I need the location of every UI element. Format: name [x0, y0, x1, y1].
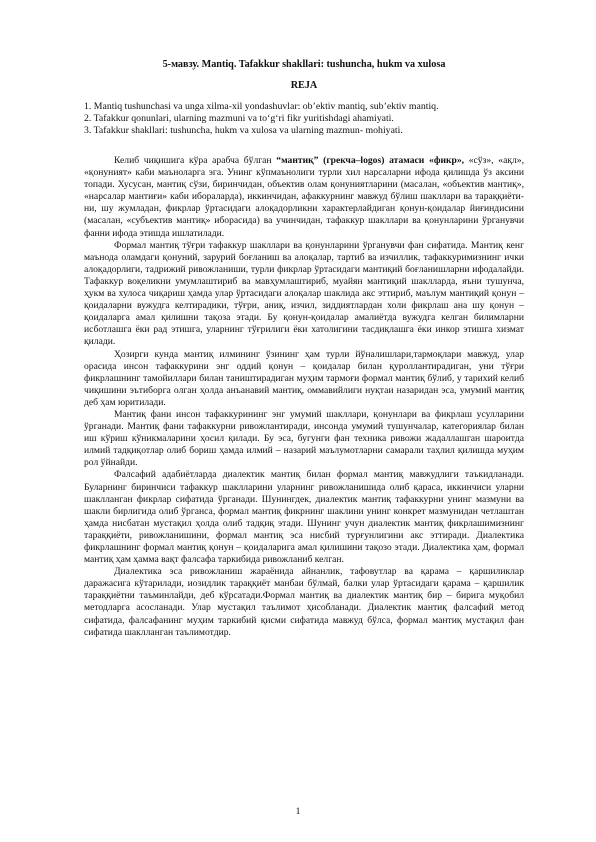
paragraph: Диалектика эса ривожланиш жараёнида айнанлик, тафовутлар ва қарама – қаршиликлар даражасига кўтарилади, иозидлик тараққиёт манбаи бўлмай, балки улар ўртасидаги қарама – қаршилик тараққиётни таъминлайди, деб кўрсатади.Формал мантиқ ва диалектик мантиқ бир – бирига муқобил методларга асосланади. Улар мустақил таълимот ҳисобланади. Диалектик мантиқ фалсафий метод сифатида, фалсафанинг муҳим таркибий қисми сифатида мавжуд бўлса, формал мантиқ мустақил фан сифатида шаклланган таълимотдир.	[84, 566, 524, 638]
plan-list	[84, 101, 524, 137]
paragraph-rest: «сўз», «ақл», «қонуният» каби маъноларга эга. Унинг кўпмаънолиги турли хил нарсаларни ифода қилишда ўз аксини топади. Хусусан, мантиқ сўзи, биринчидан, объектив олам қонуниятларини (масалан, «объектив мантиқ», «нарсалар мантиғи» каби ибораларда), иккинчидан, афаккурнинг мавжуд бўлиш шакллари ва тараққиётини, шу жумладан, фикрлар ўртасидаги алоқадорликни характерлайдиган қонун-қоидалар йиғиндисини (масалан, «субъектив мантиқ» иборасида) ва учинчидан, тафаккур шакллари ва қонунларини ўрганувчи фанни ифода этишда ишлатилади.	[84, 155, 524, 239]
paragraph-bold-term: “мантиқ” (грекча–logos) атамаси «фикр»,	[276, 155, 465, 166]
paragraph-lead: Келиб чиқишига кўра арабча бўлган	[114, 155, 277, 166]
plan-item: 3. Tafakkur shakllari: tushuncha, hukm va xulosa va ularning mazmun- mohiyati.	[84, 125, 403, 136]
document-page	[84, 58, 524, 639]
paragraph: Мантиқ фани инсон тафаккурининг энг умумий шакллари, қонунлари ва фикрлаш усулларини ўрганади. Мантиқ фани тафаккурни ривожлантиради, инсонда умумий тушунчалар, категориялар билан иш кўриш кўникмаларини ҳосил қилади. Бу эса, бугунги фан техника ривожи жадаллашган шароитда илмий тадқиқотлар олиб бориш ҳамда илмий – назарий маълумотларни самарали таҳлил қилишда муҳим рол ўйнайди.	[84, 408, 524, 469]
plan-item: 1. Mantiq tushunchasi va unga xilma-xil yondashuvlar: ob’ektiv mantiq, sub’ektiv mantiq.	[84, 101, 439, 112]
paragraph: Фалсафий адабиётларда диалектик мантиқ билан формал мантиқ мавжудлиги таъкидланади. Буларнинг биринчиси тафаккур шаклларини уларнинг ривожланишида олиб қараса, иккинчиси уларни шаклланган фикрлар сифатида ўрганади. Шунингдек, диалектик мантиқ тафаккурни унинг мазмуни ва шакли бирлигида олиб ўрганса, формал мантиқ фикрнинг шаклини унинг конкрет мазмунидан четлаштан ҳамда нисбатан мустақил ҳолда олиб тадқиқ этади. Шунинг учун диалектик мантиқ фикрлашимизнинг тараққиёти, ривожланишини, формал мантиқ эса нисбий турғунлигини акс эттиради. Диалектика фикрлашнинг формал мантиқ қонун – қоидаларига амал қилишини тақозо этади. Диалектика ҳам, формал мантиқ ҳам ҳамма вақт фалсафа таркибида ривожланиб келган.	[84, 469, 524, 566]
plan-item: 2. Tafakkur qonunlari, ularning mazmuni va to‘g‘ri fikr yuritishdagi ahamiyati.	[84, 113, 394, 124]
body-text	[84, 155, 524, 639]
paragraph: Формал мантиқ тўғри тафаккур шакллари ва қонунларини ўрганувчи фан сифатида. Мантиқ кенг маънода оламдаги қонуний, зарурий боғланиш ва алоқалар, тартиб ва изчиллик, тафаккуримизнинг ички алоқадорлиги, тадрижий ривожланиши, турли фикрлар ўртасидаги мантиқий боғланишларни ифодалайди. Тафаккур воқеликни умумлаштириб ва мавҳумлаштириб, муайян мантиқий шаклларда, яъни тушунча, ҳукм ва хулоса чиқариш ҳамда улар ўртасидаги алоқалар шаклида акс эттириб, маълум мантиқий қонун – қоидаларни вужудга келтирадики, тўғри, аниқ, изчил, зиддиятлардан холи фикрлаш ана шу қонун – қоидаларга амал қилишни тақоза этади. Бу қонун-қоидалар амалиётда вужудга келган билимларни исботлашга ёки рад этишга, уларнинг тўғрилиги ёки хатолигини тасдиқлашга ёки инкор этишга хизмат қилади.	[84, 239, 524, 348]
document-title: 5-мавзу. Mantiq. Tafakkur shakllari: tushuncha, hukm va xulosa	[162, 59, 446, 70]
page-number: 1	[295, 806, 301, 817]
paragraph	[84, 155, 524, 240]
plan-heading: REJA	[290, 80, 318, 91]
paragraph: Ҳозирги кунда мантиқ илмининг ўзининг ҳам турли йўналишлари,тармоқлари мавжуд, улар орасида инсон тафаккурини энг оддий қонун – қоидалар билан қуроллантирадиган, уни тўғри фикрлашнинг тамойиллари билан таништирадиган муҳим тармоғи формал мантиқ бўлиб, у тарихий келиб чиқишини эътиборга олган ҳолда анъанавий мантиқ, оммавийлиги нуқтаи назаридан эса, умумий мантиқ деб ҳам юритилади.	[84, 348, 524, 408]
